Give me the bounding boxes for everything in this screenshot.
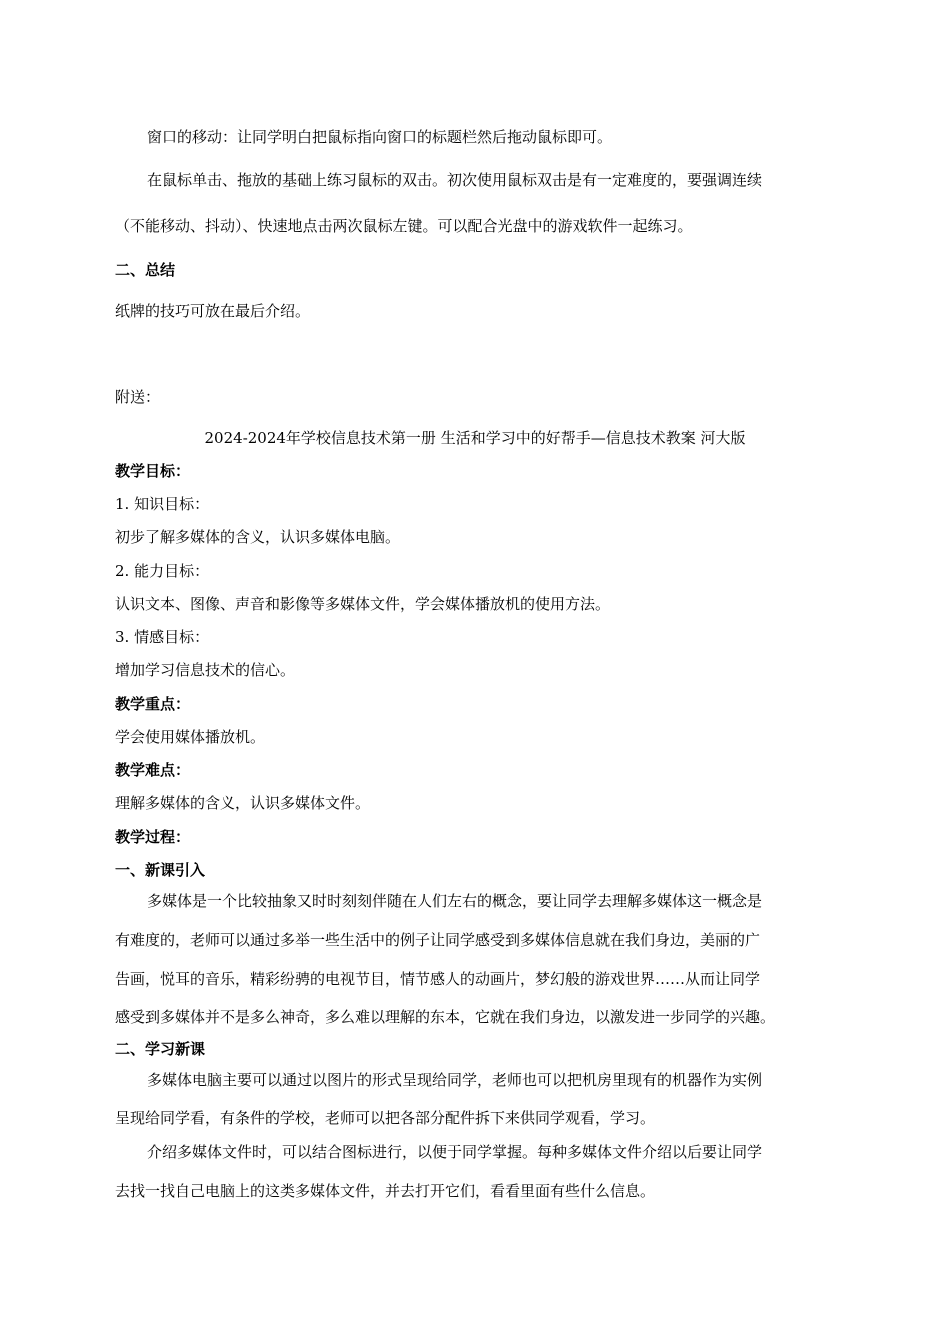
objective-knowledge-label: 1. 知识目标： — [115, 495, 210, 513]
paragraph-double-click-line1: 在鼠标单击、拖放的基础上练习鼠标的双击。初次使用鼠标双击是有一定难度的，要强调连续 — [147, 171, 763, 189]
heading-introduction: 一、新课引入 — [115, 861, 206, 879]
new-lesson-line-1: 多媒体电脑主要可以通过以图片的形式呈现给同学，老师也可以把机房里现有的机器作为实例 — [147, 1071, 763, 1089]
intro-line-3: 告画，悦耳的音乐，精彩纷骋的电视节目，情节感人的动画片，梦幻般的游戏世界……从而让同学 — [115, 970, 761, 988]
paragraph-double-click-line2: （不能移动、抖动）、快速地点击两次鼠标左键。可以配合光盘中的游戏软件一起练习。 — [115, 217, 693, 235]
heading-difficulty: 教学难点： — [115, 761, 191, 779]
heading-process: 教学过程： — [115, 828, 191, 846]
objective-emotion-label: 3. 情感目标： — [115, 628, 210, 646]
difficulty-text: 理解多媒体的含义，认识多媒体文件。 — [115, 794, 371, 812]
key-point-text: 学会使用媒体播放机。 — [115, 728, 266, 746]
intro-line-2: 有难度的，老师可以通过多举一些生活中的例子让同学感受到多媒体信息就在我们身边，美丽的广 — [115, 931, 761, 949]
heading-key-point: 教学重点： — [115, 695, 191, 713]
intro-line-1: 多媒体是一个比较抽象又时时刻刻伴随在人们左右的概念，要让同学去理解多媒体这一概念是 — [147, 892, 763, 910]
objective-ability-text: 认识文本、图像、声音和影像等多媒体文件，学会媒体播放机的使用方法。 — [115, 595, 611, 613]
heading-summary: 二、总结 — [115, 261, 176, 279]
objective-emotion-text: 增加学习信息技术的信心。 — [115, 661, 296, 679]
objective-ability-label: 2. 能力目标： — [115, 562, 210, 580]
new-lesson-line-4: 去找一找自己电脑上的这类多媒体文件，并去打开它们，看看里面有些什么信息。 — [115, 1182, 656, 1200]
appendix-label: 附送： — [115, 388, 161, 406]
document-title: 2024-2024年学校信息技术第一册 生活和学习中的好帮手—信息技术教案 河大版 — [204, 429, 746, 447]
intro-line-4: 感受到多媒体并不是多么神奇，多么难以理解的东本，它就在我们身边，以激发进一步同学的兴趣。 — [115, 1008, 776, 1026]
objective-knowledge-text: 初步了解多媒体的含义，认识多媒体电脑。 — [115, 528, 401, 546]
heading-new-lesson: 二、学习新课 — [115, 1040, 206, 1058]
summary-text: 纸牌的技巧可放在最后介绍。 — [115, 302, 311, 320]
new-lesson-line-2: 呈现给同学看，有条件的学校，老师可以把各部分配件拆下来供同学观看，学习。 — [115, 1109, 656, 1127]
heading-objectives: 教学目标： — [115, 462, 191, 480]
paragraph-window-move: 窗口的移动：让同学明白把鼠标指向窗口的标题栏然后拖动鼠标即可。 — [147, 128, 613, 146]
new-lesson-line-3: 介绍多媒体文件时，可以结合图标进行，以便于同学掌握。每种多媒体文件介绍以后要让同学 — [147, 1143, 763, 1161]
